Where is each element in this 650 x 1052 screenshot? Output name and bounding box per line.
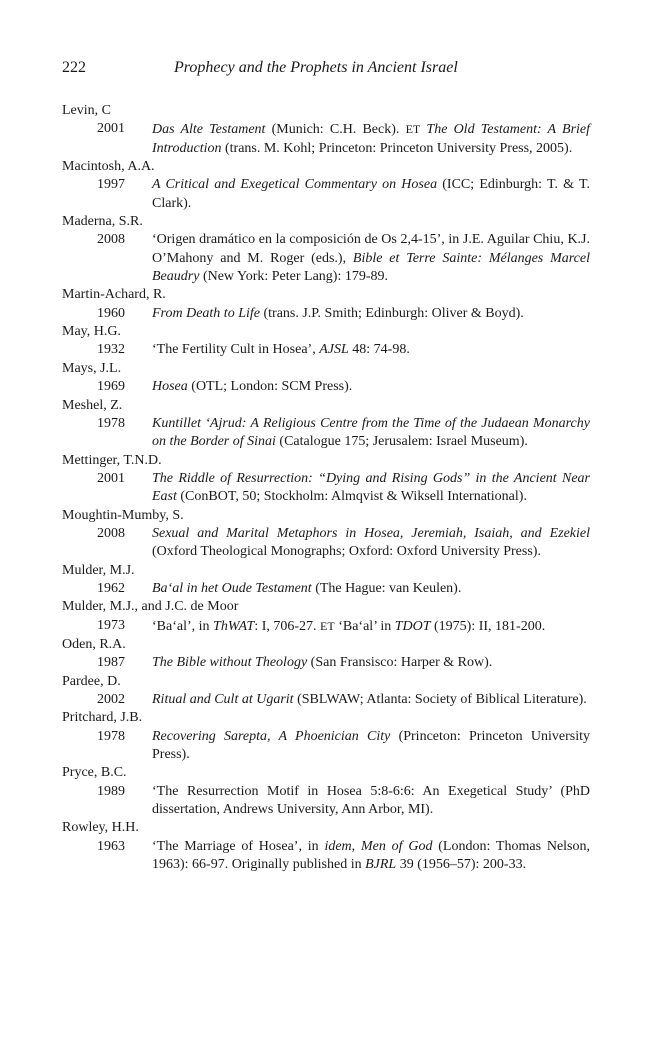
reference-year: 2001 — [97, 470, 125, 486]
bibliography-entry — [62, 158, 590, 213]
bibliography-entry — [62, 286, 590, 323]
reference-segment: ‘The Fertility Cult in Hosea’, — [152, 342, 320, 358]
italic-title: Kuntillet ‘Ajrud: A Religious Centre from the Time of the Judaean Monarchy on the Border of Sinai — [152, 415, 590, 450]
italic-title: Das Alte Testament — [152, 122, 266, 138]
entry-reference — [62, 838, 590, 875]
book-page — [62, 58, 590, 874]
reference-segment: (1975): II, 181-200. — [430, 618, 546, 634]
running-title: Prophecy and the Prophets in Ancient Israel — [174, 59, 458, 76]
reference-segment: (The Hague: van Keulen). — [311, 580, 462, 596]
entry-reference — [62, 580, 590, 598]
reference-segment: (ICC; Edinburgh: T. & T. Clark). — [152, 177, 591, 211]
entry-reference — [62, 654, 590, 672]
reference-segment: (London: Thomas Nelson, 1963): 66-97. Originally published in — [152, 838, 590, 873]
reference-segment: (ConBOT, 50; Stockholm: Almqvist & Wiksell International). — [176, 489, 527, 505]
reference-text — [152, 691, 590, 709]
reference-text — [152, 617, 590, 636]
reference-year: 1989 — [97, 783, 125, 799]
reference-text — [152, 120, 590, 158]
reference-segment: ‘The Marriage of Hosea’, in — [152, 838, 325, 854]
reference-year: 2008 — [97, 232, 125, 248]
entry-author: May, H.G. — [62, 324, 121, 340]
entry-author: Oden, R.A. — [62, 636, 126, 652]
reference-text — [152, 838, 590, 875]
reference-segment: (trans. M. Kohl; Princeton: Princeton University Press, 2005). — [221, 140, 573, 156]
italic-title: Recovering Sarepta, A Phoenician City — [152, 728, 391, 744]
bibliography-entry — [62, 102, 590, 158]
reference-segment: , — [351, 838, 361, 854]
reference-segment: (SBLWAW; Atlanta: Society of Biblical Literature). — [293, 692, 587, 707]
italic-title: The Bible without Theology — [152, 655, 308, 671]
entry-author: Mulder, M.J., and J.C. de Moor — [62, 599, 239, 615]
entry-reference — [62, 341, 590, 359]
entry-author: Mettinger, T.N.D. — [62, 452, 162, 468]
italic-title: AJSL — [319, 342, 349, 358]
reference-year: 1978 — [97, 415, 125, 431]
reference-text — [152, 580, 590, 598]
entry-author: Levin, C — [62, 103, 111, 118]
entry-reference — [62, 120, 590, 158]
entry-author: Maderna, S.R. — [62, 214, 143, 230]
italic-title: Ba‘al in het Oude Testament — [152, 580, 312, 596]
reference-text — [152, 525, 590, 562]
entry-reference — [62, 176, 590, 213]
entry-reference — [62, 728, 590, 765]
bibliography-list — [62, 102, 590, 874]
bibliography-entry — [62, 507, 590, 562]
entry-author: Pritchard, J.B. — [62, 710, 143, 726]
abbreviation: ET — [320, 618, 335, 633]
reference-text — [152, 654, 590, 672]
italic-title: From Death to Life — [152, 305, 260, 321]
italic-title: Hosea — [152, 379, 188, 395]
page-number: 222 — [62, 59, 86, 76]
reference-year: 1978 — [97, 728, 125, 744]
reference-segment: (trans. J.P. Smith; Edinburgh: Oliver & Boyd). — [259, 305, 524, 321]
bibliography-entry — [62, 323, 590, 360]
entry-author: Pryce, B.C. — [62, 765, 127, 781]
reference-segment: (San Fransisco: Harper & Row). — [307, 655, 493, 671]
reference-segment: 39 (1956–57): 200-33. — [396, 857, 527, 873]
bibliography-entry — [62, 213, 590, 286]
entry-reference — [62, 415, 590, 452]
reference-segment: (Princeton: Princeton University Press). — [152, 728, 590, 763]
reference-year: 1987 — [97, 655, 125, 671]
bibliography-entry — [62, 709, 590, 764]
reference-segment: ‘Origen dramático en la composición de Os 2,4-15’, in J.E. Aguilar Chiu, K.J. O’Mahony and M. Roger (eds.), — [152, 232, 590, 266]
entry-author: Mays, J.L. — [62, 360, 122, 376]
italic-title: BJRL — [365, 857, 397, 873]
italic-title: Ritual and Cult at Ugarit — [152, 692, 294, 707]
entry-reference — [62, 305, 590, 323]
italic-title: The Riddle of Resurrection: “Dying and Rising Gods” in the Ancient Near East — [152, 470, 590, 505]
reference-segment: (Catalogue 175; Jerusalem: Israel Museum). — [275, 434, 528, 450]
entry-author: Martin-Achard, R. — [62, 287, 166, 303]
reference-text — [152, 783, 590, 820]
reference-year: 2001 — [97, 121, 125, 137]
italic-title: Sexual and Marital Metaphors in Hosea, Jeremiah, Isaiah, and Ezekiel — [152, 525, 590, 541]
reference-year: 1960 — [97, 305, 125, 321]
bibliography-entry — [62, 819, 590, 874]
entry-author: Moughtin-Mumby, S. — [62, 507, 184, 523]
italic-title: Bible et Terre Sainte: Mélanges Marcel Beaudry — [152, 250, 590, 285]
reference-segment: ‘Ba‘al’, in — [152, 618, 214, 634]
bibliography-entry — [62, 598, 590, 636]
reference-text — [152, 341, 590, 359]
reference-year: 2002 — [97, 692, 125, 707]
bibliography-entry — [62, 764, 590, 819]
reference-text — [152, 378, 590, 396]
entry-author: Mulder, M.J. — [62, 562, 135, 578]
reference-text — [152, 305, 590, 323]
entry-reference — [62, 231, 590, 286]
reference-segment: : I, 706-27. — [254, 618, 321, 634]
italic-title: idem — [324, 838, 352, 854]
entry-reference — [62, 783, 590, 820]
reference-segment: (Oxford Theological Monographs; Oxford: Oxford University Press). — [152, 544, 541, 560]
italic-title: The Old Testament: A Brief Introduction — [152, 122, 591, 156]
reference-year: 1969 — [97, 379, 125, 395]
reference-segment: (Munich: C.H. Beck). — [265, 122, 406, 138]
reference-text — [152, 176, 590, 213]
reference-text — [152, 231, 590, 286]
entry-author: Rowley, H.H. — [62, 820, 139, 836]
bibliography-entry — [62, 452, 590, 507]
reference-text — [152, 470, 590, 507]
italic-title: Men of God — [360, 838, 433, 854]
reference-text — [152, 728, 590, 765]
abbreviation: ET — [405, 122, 421, 137]
reference-year: 2008 — [97, 525, 125, 541]
entry-reference — [62, 378, 590, 396]
reference-segment: 48: 74-98. — [348, 342, 410, 358]
entry-reference — [62, 525, 590, 562]
running-head — [62, 58, 590, 80]
reference-year: 1997 — [97, 177, 125, 193]
italic-title: TDOT — [394, 618, 431, 634]
bibliography-entry — [62, 673, 590, 710]
italic-title: ThWAT — [213, 618, 255, 634]
reference-segment: (New York: Peter Lang): 179-89. — [199, 269, 389, 285]
bibliography-entry — [62, 636, 590, 673]
bibliography-entry — [62, 562, 590, 599]
entry-reference — [62, 617, 590, 636]
entry-author: Meshel, Z. — [62, 397, 123, 413]
reference-year: 1932 — [97, 342, 125, 358]
reference-segment: ‘The Resurrection Motif in Hosea 5:8-6:6: An Exegetical Study’ (PhD dissertation, Andrews University, Ann Arbor, MI). — [152, 783, 590, 818]
reference-year: 1973 — [97, 617, 125, 633]
entry-author: Macintosh, A.A. — [62, 159, 155, 175]
reference-segment: ‘Ba‘al’ in — [334, 618, 395, 634]
entry-reference — [62, 691, 590, 709]
entry-reference — [62, 470, 590, 507]
bibliography-entry — [62, 397, 590, 452]
reference-year: 1962 — [97, 580, 125, 596]
reference-segment: (OTL; London: SCM Press). — [187, 379, 353, 395]
italic-title: A Critical and Exegetical Commentary on Hosea — [152, 177, 438, 193]
reference-year: 1963 — [97, 838, 125, 854]
entry-author: Pardee, D. — [62, 673, 121, 689]
reference-text — [152, 415, 590, 452]
bibliography-entry — [62, 360, 590, 397]
